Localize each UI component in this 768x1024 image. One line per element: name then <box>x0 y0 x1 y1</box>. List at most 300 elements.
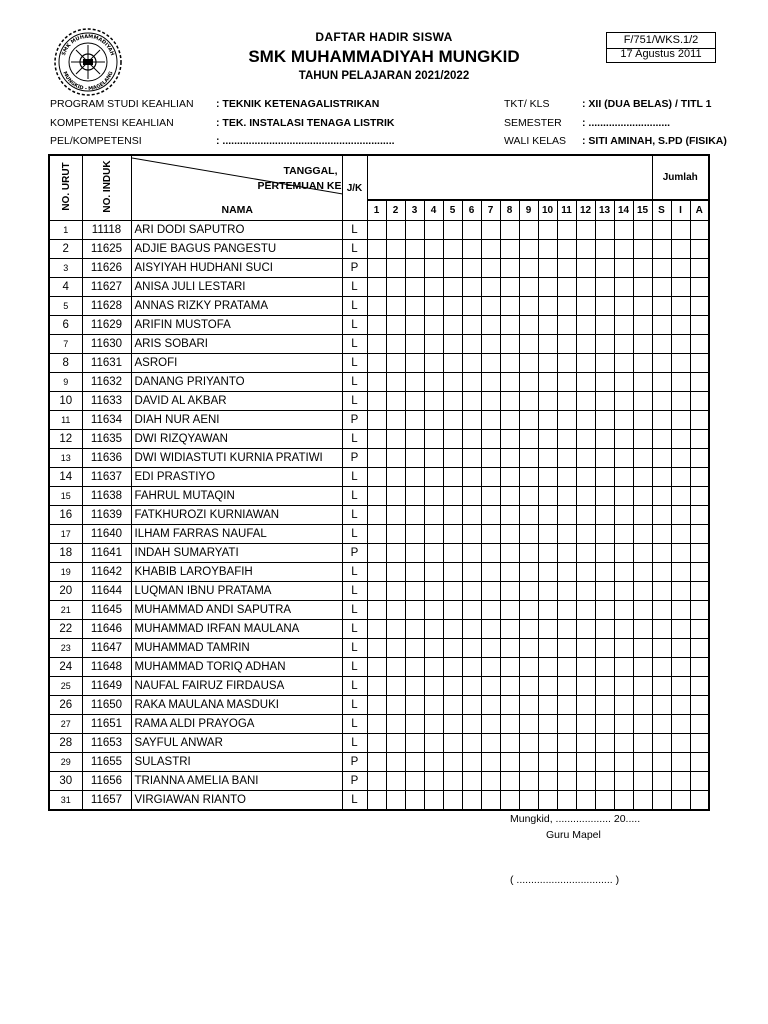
attendance-cell <box>614 221 633 240</box>
attendance-cell <box>595 772 614 791</box>
total-cell <box>671 297 690 316</box>
table-row <box>49 677 709 696</box>
attendance-cell <box>614 715 633 734</box>
attendance-cell <box>519 563 538 582</box>
attendance-cell <box>405 696 424 715</box>
attendance-cell <box>462 240 481 259</box>
attendance-cell <box>633 696 652 715</box>
total-cell <box>671 677 690 696</box>
row-student-id: 11646 <box>82 620 131 639</box>
attendance-cell <box>538 601 557 620</box>
header-session-6: 6 <box>462 200 481 221</box>
attendance-cell <box>519 411 538 430</box>
attendance-cell <box>405 449 424 468</box>
row-student-id: 11648 <box>82 658 131 677</box>
row-gender: L <box>342 297 367 316</box>
total-cell <box>652 297 671 316</box>
total-cell <box>671 487 690 506</box>
row-student-id: 11639 <box>82 506 131 525</box>
attendance-cell <box>595 715 614 734</box>
header-session-2: 2 <box>386 200 405 221</box>
row-number: 8 <box>49 354 82 373</box>
academic-year: TAHUN PELAJARAN 2021/2022 <box>298 70 470 82</box>
attendance-cell <box>576 354 595 373</box>
table-row <box>49 639 709 658</box>
total-cell <box>690 696 709 715</box>
attendance-cell <box>405 582 424 601</box>
attendance-cell <box>462 715 481 734</box>
attendance-cell <box>462 373 481 392</box>
attendance-cell <box>595 335 614 354</box>
attendance-cell <box>500 525 519 544</box>
attendance-cell <box>557 601 576 620</box>
row-student-id: 11634 <box>82 411 131 430</box>
total-cell <box>671 506 690 525</box>
attendance-cell <box>557 411 576 430</box>
attendance-cell <box>614 430 633 449</box>
total-cell <box>671 696 690 715</box>
attendance-cell <box>500 468 519 487</box>
row-student-name: SULASTRI <box>131 753 342 772</box>
row-number: 19 <box>49 563 82 582</box>
attendance-cell <box>576 658 595 677</box>
attendance-cell <box>405 297 424 316</box>
row-student-name: ASROFI <box>131 354 342 373</box>
attendance-cell <box>519 240 538 259</box>
attendance-cell <box>538 487 557 506</box>
attendance-cell <box>576 259 595 278</box>
total-cell <box>671 411 690 430</box>
total-cell <box>671 772 690 791</box>
attendance-cell <box>519 696 538 715</box>
row-number: 21 <box>49 601 82 620</box>
attendance-cell <box>595 373 614 392</box>
attendance-cell <box>481 620 500 639</box>
table-row <box>49 297 709 316</box>
attendance-cell <box>424 658 443 677</box>
table-row <box>49 620 709 639</box>
header-session-4: 4 <box>424 200 443 221</box>
attendance-cell <box>462 297 481 316</box>
meta-label-kelas: TKT/ KLS <box>504 98 550 110</box>
attendance-cell <box>614 449 633 468</box>
row-number: 17 <box>49 525 82 544</box>
attendance-cell <box>500 582 519 601</box>
header-session-7: 7 <box>481 200 500 221</box>
row-student-name: DIAH NUR AENI <box>131 411 342 430</box>
attendance-cell <box>481 753 500 772</box>
row-student-name: DWI WIDIASTUTI KURNIA PRATIWI <box>131 449 342 468</box>
total-cell <box>690 487 709 506</box>
attendance-cell <box>557 791 576 811</box>
attendance-cell <box>595 620 614 639</box>
attendance-cell <box>443 411 462 430</box>
total-cell <box>690 430 709 449</box>
attendance-cell <box>519 259 538 278</box>
row-number: 26 <box>49 696 82 715</box>
row-number: 20 <box>49 582 82 601</box>
attendance-cell <box>405 335 424 354</box>
attendance-cell <box>386 753 405 772</box>
row-student-id: 11626 <box>82 259 131 278</box>
attendance-cell <box>557 658 576 677</box>
attendance-cell <box>500 297 519 316</box>
row-gender: L <box>342 468 367 487</box>
row-number: 14 <box>49 468 82 487</box>
attendance-cell <box>500 373 519 392</box>
attendance-cell <box>633 658 652 677</box>
attendance-cell <box>538 278 557 297</box>
total-cell <box>671 354 690 373</box>
attendance-cell <box>614 734 633 753</box>
attendance-cell <box>443 316 462 335</box>
row-student-id: 11118 <box>82 221 131 240</box>
total-cell <box>690 240 709 259</box>
attendance-cell <box>519 620 538 639</box>
attendance-cell <box>538 696 557 715</box>
attendance-cell <box>519 582 538 601</box>
attendance-cell <box>519 468 538 487</box>
header-session-1: 1 <box>367 200 386 221</box>
attendance-cell <box>462 791 481 811</box>
attendance-cell <box>405 601 424 620</box>
attendance-cell <box>614 525 633 544</box>
table-row <box>49 772 709 791</box>
row-gender: L <box>342 430 367 449</box>
attendance-cell <box>367 506 386 525</box>
row-student-name: EDI PRASTIYO <box>131 468 342 487</box>
total-cell <box>652 487 671 506</box>
total-cell <box>652 658 671 677</box>
attendance-cell <box>386 221 405 240</box>
attendance-cell <box>443 392 462 411</box>
attendance-cell <box>386 734 405 753</box>
row-student-id: 11647 <box>82 639 131 658</box>
total-cell <box>652 525 671 544</box>
total-cell <box>652 449 671 468</box>
attendance-cell <box>595 221 614 240</box>
attendance-cell <box>633 411 652 430</box>
attendance-cell <box>367 677 386 696</box>
attendance-cell <box>367 525 386 544</box>
row-student-id: 11657 <box>82 791 131 811</box>
attendance-cell <box>557 468 576 487</box>
row-gender: L <box>342 582 367 601</box>
row-student-id: 11641 <box>82 544 131 563</box>
attendance-cell <box>386 468 405 487</box>
row-number: 25 <box>49 677 82 696</box>
row-student-id: 11653 <box>82 734 131 753</box>
attendance-cell <box>633 639 652 658</box>
row-student-name: FAHRUL MUTAQIN <box>131 487 342 506</box>
attendance-cell <box>462 316 481 335</box>
attendance-cell <box>367 449 386 468</box>
attendance-cell <box>633 430 652 449</box>
row-student-name: ARIFIN MUSTOFA <box>131 316 342 335</box>
header-session-9: 9 <box>519 200 538 221</box>
row-student-name: ARIS SOBARI <box>131 335 342 354</box>
attendance-cell <box>462 601 481 620</box>
row-gender: L <box>342 354 367 373</box>
document-date: 17 Agustus 2011 <box>606 47 716 63</box>
table-row <box>49 753 709 772</box>
attendance-cell <box>367 335 386 354</box>
attendance-cell <box>424 715 443 734</box>
total-cell <box>690 620 709 639</box>
attendance-cell <box>595 506 614 525</box>
attendance-cell <box>538 259 557 278</box>
attendance-cell <box>462 620 481 639</box>
attendance-cell <box>538 563 557 582</box>
meta-value-pelajaran: : ........................................................... <box>216 135 395 147</box>
attendance-cell <box>500 753 519 772</box>
attendance-cell <box>424 259 443 278</box>
total-cell <box>671 639 690 658</box>
attendance-cell <box>576 601 595 620</box>
attendance-cell <box>386 715 405 734</box>
attendance-cell <box>424 772 443 791</box>
attendance-cell <box>443 639 462 658</box>
total-cell <box>652 544 671 563</box>
attendance-cell <box>538 544 557 563</box>
attendance-cell <box>576 544 595 563</box>
row-gender: L <box>342 487 367 506</box>
attendance-cell <box>538 316 557 335</box>
attendance-cell <box>614 772 633 791</box>
attendance-cell <box>367 696 386 715</box>
attendance-cell <box>557 772 576 791</box>
attendance-cell <box>500 316 519 335</box>
attendance-cell <box>519 658 538 677</box>
header-session-11: 11 <box>557 200 576 221</box>
row-student-id: 11631 <box>82 354 131 373</box>
row-gender: L <box>342 335 367 354</box>
attendance-cell <box>462 677 481 696</box>
attendance-cell <box>576 772 595 791</box>
attendance-cell <box>576 221 595 240</box>
total-cell <box>671 392 690 411</box>
row-number: 9 <box>49 373 82 392</box>
row-student-name: ILHAM FARRAS NAUFAL <box>131 525 342 544</box>
table-row <box>49 411 709 430</box>
attendance-cell <box>576 373 595 392</box>
total-cell <box>690 525 709 544</box>
total-cell <box>690 791 709 811</box>
attendance-cell <box>519 525 538 544</box>
row-gender: P <box>342 449 367 468</box>
attendance-cell <box>519 753 538 772</box>
attendance-cell <box>386 601 405 620</box>
attendance-cell <box>481 772 500 791</box>
attendance-cell <box>405 240 424 259</box>
row-number: 18 <box>49 544 82 563</box>
attendance-cell <box>595 601 614 620</box>
attendance-cell <box>367 411 386 430</box>
header-sessions-blank <box>367 155 652 200</box>
attendance-cell <box>367 734 386 753</box>
total-cell <box>690 259 709 278</box>
row-student-name: ANNAS RIZKY PRATAMA <box>131 297 342 316</box>
attendance-cell <box>367 620 386 639</box>
attendance-cell <box>538 430 557 449</box>
attendance-cell <box>557 563 576 582</box>
attendance-cell <box>595 677 614 696</box>
footer-role: Guru Mapel <box>546 829 601 841</box>
header-no-urut: NO. URUT <box>49 155 82 221</box>
attendance-cell <box>386 563 405 582</box>
attendance-cell <box>367 297 386 316</box>
attendance-cell <box>443 468 462 487</box>
row-student-id: 11632 <box>82 373 131 392</box>
attendance-cell <box>462 278 481 297</box>
table-row <box>49 715 709 734</box>
attendance-cell <box>595 563 614 582</box>
attendance-cell <box>595 297 614 316</box>
attendance-cell <box>614 373 633 392</box>
attendance-cell <box>519 297 538 316</box>
attendance-cell <box>633 335 652 354</box>
attendance-cell <box>576 335 595 354</box>
attendance-cell <box>614 601 633 620</box>
attendance-cell <box>633 620 652 639</box>
row-number: 12 <box>49 430 82 449</box>
attendance-cell <box>519 791 538 811</box>
attendance-cell <box>424 449 443 468</box>
total-cell <box>671 658 690 677</box>
row-number: 4 <box>49 278 82 297</box>
total-cell <box>652 753 671 772</box>
attendance-cell <box>443 373 462 392</box>
attendance-cell <box>500 620 519 639</box>
header-jumlah: Jumlah <box>652 155 709 200</box>
total-cell <box>690 544 709 563</box>
attendance-cell <box>595 734 614 753</box>
attendance-cell <box>424 411 443 430</box>
row-student-name: SAYFUL ANWAR <box>131 734 342 753</box>
attendance-cell <box>633 392 652 411</box>
attendance-cell <box>481 373 500 392</box>
attendance-cell <box>557 487 576 506</box>
total-cell <box>690 772 709 791</box>
attendance-cell <box>500 354 519 373</box>
row-number: 3 <box>49 259 82 278</box>
attendance-cell <box>367 487 386 506</box>
attendance-cell <box>500 791 519 811</box>
attendance-cell <box>367 240 386 259</box>
total-cell <box>671 525 690 544</box>
header-session-12: 12 <box>576 200 595 221</box>
total-cell <box>652 392 671 411</box>
row-gender: L <box>342 525 367 544</box>
attendance-cell <box>633 316 652 335</box>
attendance-cell <box>481 449 500 468</box>
attendance-cell <box>481 791 500 811</box>
attendance-cell <box>367 791 386 811</box>
attendance-cell <box>557 449 576 468</box>
total-cell <box>652 354 671 373</box>
total-cell <box>671 582 690 601</box>
header-tanggal: TANGGAL, <box>283 165 338 177</box>
attendance-cell <box>595 639 614 658</box>
attendance-cell <box>462 468 481 487</box>
attendance-cell <box>614 335 633 354</box>
row-student-id: 11636 <box>82 449 131 468</box>
table-row <box>49 354 709 373</box>
attendance-cell <box>481 221 500 240</box>
attendance-cell <box>500 658 519 677</box>
attendance-cell <box>500 449 519 468</box>
attendance-cell <box>481 658 500 677</box>
attendance-cell <box>367 715 386 734</box>
attendance-cell <box>481 297 500 316</box>
attendance-cell <box>462 506 481 525</box>
total-cell <box>671 734 690 753</box>
row-gender: L <box>342 221 367 240</box>
attendance-cell <box>614 411 633 430</box>
attendance-cell <box>367 430 386 449</box>
attendance-cell <box>633 354 652 373</box>
meta-value-semester: : ............................ <box>582 117 671 129</box>
header-session-13: 13 <box>595 200 614 221</box>
footer-signature: ( ................................. ) <box>510 874 620 886</box>
row-student-name: DWI RIZQYAWAN <box>131 430 342 449</box>
attendance-cell <box>500 772 519 791</box>
attendance-cell <box>405 487 424 506</box>
total-cell <box>652 696 671 715</box>
attendance-cell <box>538 240 557 259</box>
row-number: 23 <box>49 639 82 658</box>
total-cell <box>690 335 709 354</box>
attendance-cell <box>443 335 462 354</box>
attendance-cell <box>595 392 614 411</box>
attendance-cell <box>367 658 386 677</box>
attendance-cell <box>367 772 386 791</box>
attendance-cell <box>519 487 538 506</box>
attendance-cell <box>500 601 519 620</box>
table-row <box>49 791 709 811</box>
total-cell <box>690 354 709 373</box>
attendance-cell <box>576 734 595 753</box>
attendance-cell <box>576 449 595 468</box>
attendance-cell <box>481 240 500 259</box>
attendance-cell <box>614 544 633 563</box>
total-cell <box>652 259 671 278</box>
attendance-cell <box>443 544 462 563</box>
total-cell <box>671 335 690 354</box>
attendance-cell <box>595 525 614 544</box>
attendance-cell <box>538 468 557 487</box>
attendance-cell <box>519 734 538 753</box>
attendance-cell <box>557 221 576 240</box>
attendance-cell <box>614 753 633 772</box>
row-student-id: 11638 <box>82 487 131 506</box>
attendance-cell <box>633 278 652 297</box>
header-session-3: 3 <box>405 200 424 221</box>
attendance-cell <box>576 278 595 297</box>
attendance-cell <box>481 582 500 601</box>
attendance-cell <box>443 563 462 582</box>
row-gender: L <box>342 563 367 582</box>
attendance-cell <box>367 753 386 772</box>
attendance-cell <box>614 487 633 506</box>
attendance-cell <box>519 278 538 297</box>
total-cell <box>690 411 709 430</box>
document-code: F/751/WKS.1/2 <box>606 32 716 49</box>
attendance-cell <box>481 316 500 335</box>
attendance-cell <box>614 278 633 297</box>
attendance-cell <box>443 487 462 506</box>
attendance-cell <box>481 354 500 373</box>
